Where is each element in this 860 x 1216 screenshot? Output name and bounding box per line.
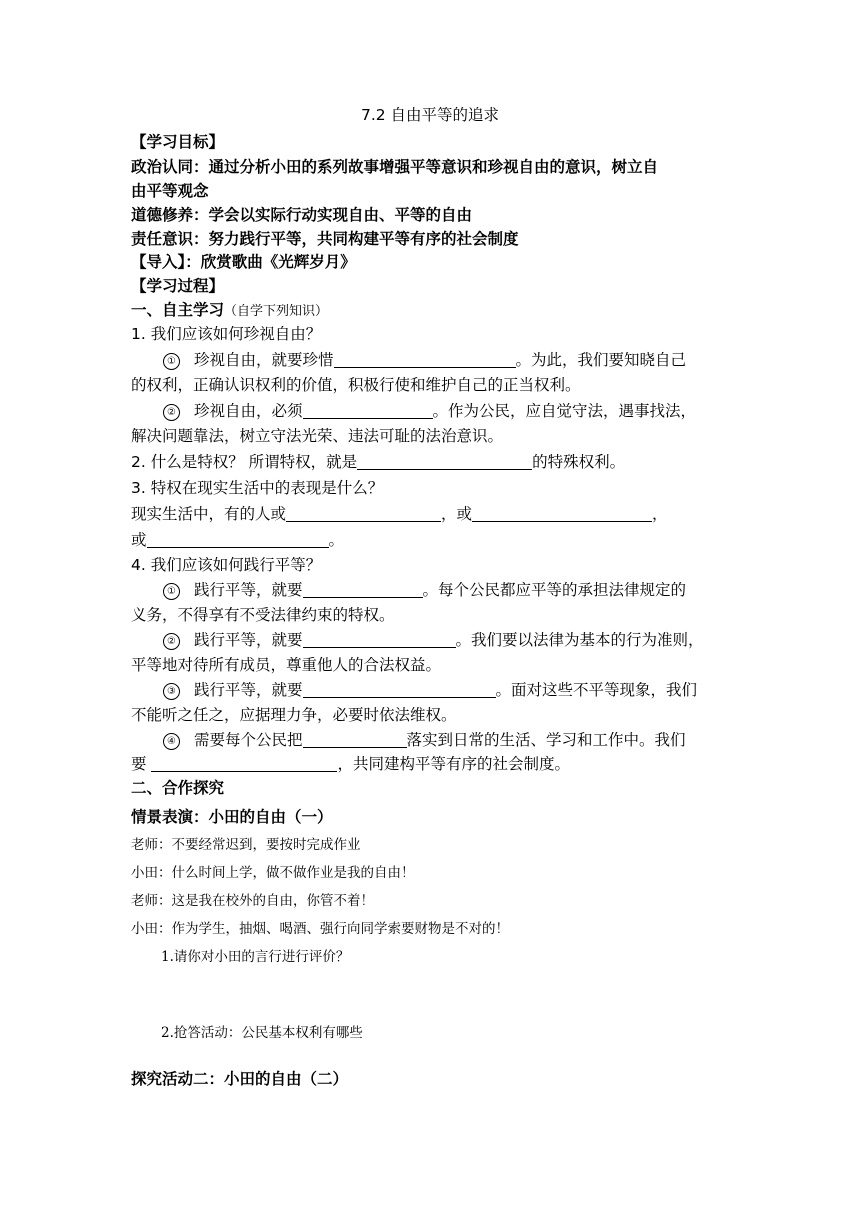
process-heading: 【学习过程】 [131, 277, 225, 295]
q4-item3-text-a: 践行平等，就要 [194, 681, 303, 699]
fill-blank[interactable] [147, 531, 329, 548]
circled-number: ② [163, 404, 180, 421]
q4-item2-text-b: 。我们要以法律为基本的行为准则， [455, 631, 704, 649]
q4-item1 [163, 578, 773, 602]
scene-heading: 情景表演：小田的自由（一） [131, 808, 333, 826]
circled-number: ① [163, 583, 180, 600]
q4-item2 [163, 628, 773, 652]
q4-item4-text-d: ，共同建构平等有序的社会制度。 [337, 755, 570, 773]
q3-question: 3. 特权在现实生活中的表现是什么？ [131, 479, 384, 497]
self-study-title: 一、自主学习 [131, 301, 225, 319]
circled-number: ② [163, 633, 180, 650]
q4-item2-text-a: 践行平等，就要 [194, 631, 303, 649]
q4-item4-text-c: 要 [131, 755, 152, 773]
activity2-heading: 探究活动二：小田的自由（二） [131, 1070, 349, 1088]
task-1: 1.请你对小田的言行进行评价？ [161, 949, 350, 965]
q4-item4-text-a: 需要每个公民把 [194, 731, 303, 749]
dialogue-line: 小田：作为学生，抽烟、喝酒、强行向同学索要财物是不对的！ [131, 921, 509, 937]
q1-question: 1. 我们应该如何珍视自由？ [131, 325, 322, 343]
circled-number: ④ [163, 733, 180, 750]
q3-text-a: 现实生活中，有的人或 [131, 505, 287, 523]
q4-item1-text-b: 。每个公民都应平等的承担法律规定的 [422, 581, 687, 599]
q3-text-c: ， [652, 505, 668, 523]
fill-blank[interactable] [151, 755, 337, 772]
q2-text-b: 的特殊权利。 [532, 453, 626, 471]
dialogue-line: 老师：这是我在校外的自由，你管不着！ [131, 893, 374, 909]
fill-blank[interactable] [334, 351, 516, 368]
circled-number: ③ [163, 683, 180, 700]
q4-item4 [163, 728, 773, 752]
dialogue-line: 小田：什么时间上学，做不做作业是我的自由！ [131, 865, 415, 881]
task-2: 2.抢答活动：公民基本权利有哪些 [161, 1025, 363, 1041]
goal-political-line2: 由平等观念 [131, 182, 209, 200]
q4-item3-text-b: 。面对这些不平等现象，我们 [495, 681, 698, 699]
fill-blank[interactable] [303, 581, 423, 598]
q3-text-e: 。 [328, 531, 345, 549]
fill-blank[interactable] [303, 631, 456, 648]
q1-item2 [163, 399, 773, 423]
dialogue-line: 老师：不要经常迟到，要按时完成作业 [131, 837, 361, 853]
q4-item1-text-a: 践行平等，就要 [194, 581, 303, 599]
q4-question: 4. 我们应该如何践行平等？ [131, 556, 322, 574]
fill-blank[interactable] [286, 505, 441, 522]
q1-item1-text-a: 珍视自由，就要珍惜 [194, 351, 334, 369]
intro-line: 【导入】：欣赏歌曲《光辉岁月》 [131, 253, 356, 271]
q4-item3-cont: 不能听之任之，应据理力争，必要时依法维权。 [131, 706, 457, 724]
fill-blank[interactable] [357, 453, 532, 470]
q1-item2-cont: 解决问题靠法，树立守法光荣、违法可耻的法治意识。 [131, 427, 504, 445]
self-study-note: （自学下列知识） [224, 304, 329, 319]
goals-heading: 【学习目标】 [131, 133, 225, 151]
page-title: 7.2 自由平等的追求 [360, 106, 500, 124]
q4-item2-cont: 平等地对待所有成员，尊重他人的合法权益。 [131, 656, 442, 674]
fill-blank[interactable] [472, 505, 652, 522]
q3-text-b: ，或 [441, 505, 473, 523]
q1-item1 [163, 348, 773, 372]
q3-line2 [131, 528, 741, 552]
goal-moral: 道德修养：学会以实际行动实现自由、平等的自由 [131, 206, 473, 224]
q4-item4-cont [131, 752, 741, 776]
q3-line1 [131, 502, 741, 526]
q4-item4-text-b: 落实到日常的生活、学习和工作中。我们 [406, 731, 686, 749]
goal-political-line1: 政治认同：通过分析小田的系列故事增强平等意识和珍视自由的意识，树立自 [131, 158, 659, 176]
circled-number: ① [163, 353, 180, 370]
q1-item1-cont: 的权利，正确认识权利的价值，积极行使和维护自己的正当权利。 [131, 376, 581, 394]
q3-text-d: 或 [131, 531, 147, 549]
q2-line [131, 450, 741, 474]
q1-item2-text-a: 珍视自由，必须 [194, 402, 303, 420]
goal-responsibility: 责任意识：努力践行平等，共同构建平等有序的社会制度 [131, 230, 519, 248]
fill-blank[interactable] [303, 681, 496, 698]
q1-item1-text-b: 。为此，我们要知晓自己 [515, 351, 687, 369]
self-study-heading [131, 298, 741, 324]
q4-item3 [163, 678, 773, 702]
q2-text-a: 2. 什么是特权？ 所谓特权，就是 [131, 453, 358, 471]
fill-blank[interactable] [303, 402, 433, 419]
fill-blank[interactable] [303, 731, 407, 748]
q4-item1-cont: 义务，不得享有不受法律约束的特权。 [131, 606, 395, 624]
q1-item2-text-b: 。作为公民，应自觉守法，遇事找法， [432, 402, 697, 420]
coop-heading: 二、合作探究 [131, 779, 225, 797]
